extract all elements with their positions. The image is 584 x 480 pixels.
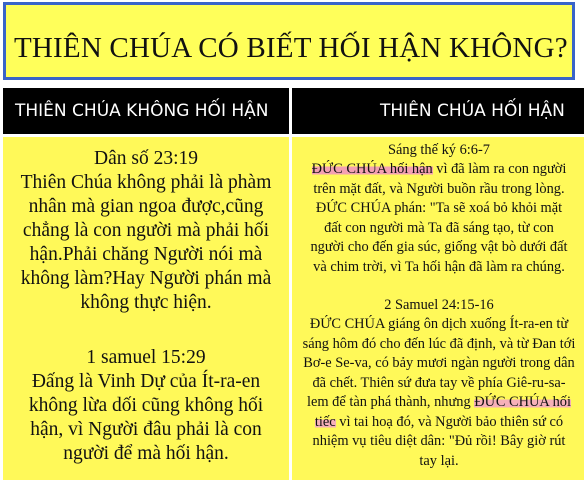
highlight-hoi-han: ĐỨC CHÚA hối hận <box>311 161 433 177</box>
left-panel <box>3 137 289 480</box>
right-verse-2-before: ĐỨC CHÚA giáng ôn dịch xuống Ít-ra-en từ sáng hôm đó cho đến lúc đã định, và từ Đan tới Bơ-e Se-va, có bảy mươi ngàn người trong dân đã chết. Thiên sứ đưa tay về phía Giê-ru-sa-lem để tàn phá thành, nhưng <box>302 316 576 410</box>
left-ref-1: Dân số 23:19 <box>94 148 198 169</box>
right-verse-1 <box>298 160 580 277</box>
right-header-label: THIÊN CHÚA HỐI HẬN <box>380 101 565 121</box>
title-banner <box>3 2 575 80</box>
page-title: THIÊN CHÚA CÓ BIẾT HỐI HẬN KHÔNG? <box>14 32 568 64</box>
right-verse-2 <box>298 315 580 471</box>
right-panel <box>292 137 584 480</box>
left-ref-2: 1 samuel 15:29 <box>86 347 206 368</box>
right-ref-1: Sáng thế ký 6:6-7 <box>388 142 490 158</box>
left-verse-1: Thiên Chúa không phải là phàm nhân mà gian ngoa được,cũng chẳng là con người mà phải hối hận.Phải chăng Người nói mà không làm?Hay Người phán mà không thực hiện. <box>20 172 272 313</box>
right-ref-2: 2 Samuel 24:15-16 <box>384 297 494 313</box>
right-column-header <box>292 88 584 134</box>
highlight-hoi-tiec: ĐỨC CHÚA hối tiếc <box>314 394 571 430</box>
right-verse-2-after: vì tai hoạ đó, và Người bảo thiên sứ có nhiệm vụ tiêu diệt dân: "Đủ rồi! Bây giờ rút tay lại. <box>312 413 566 469</box>
left-verse-2: Đấng là Vinh Dự của Ít-ra-en không lừa dối cũng không hối hận, vì Người đâu phải là con người để mà hối hận. <box>28 371 264 464</box>
left-header-label: THIÊN CHÚA KHÔNG HỐI HẬN <box>15 101 269 121</box>
right-verse-1-rest: vì đã làm ra con người trên mặt đất, và Người buồn rầu trong lòng. ĐỨC CHÚA phán: "Ta sẽ xoá bỏ khỏi mặt đất con người mà Ta đã sáng tạo, từ con người cho đến gia súc, giống vật bò dưới đất và chim trời, vì Ta hối hận đã làm ra chúng. <box>310 161 568 275</box>
left-column-header <box>3 88 289 134</box>
